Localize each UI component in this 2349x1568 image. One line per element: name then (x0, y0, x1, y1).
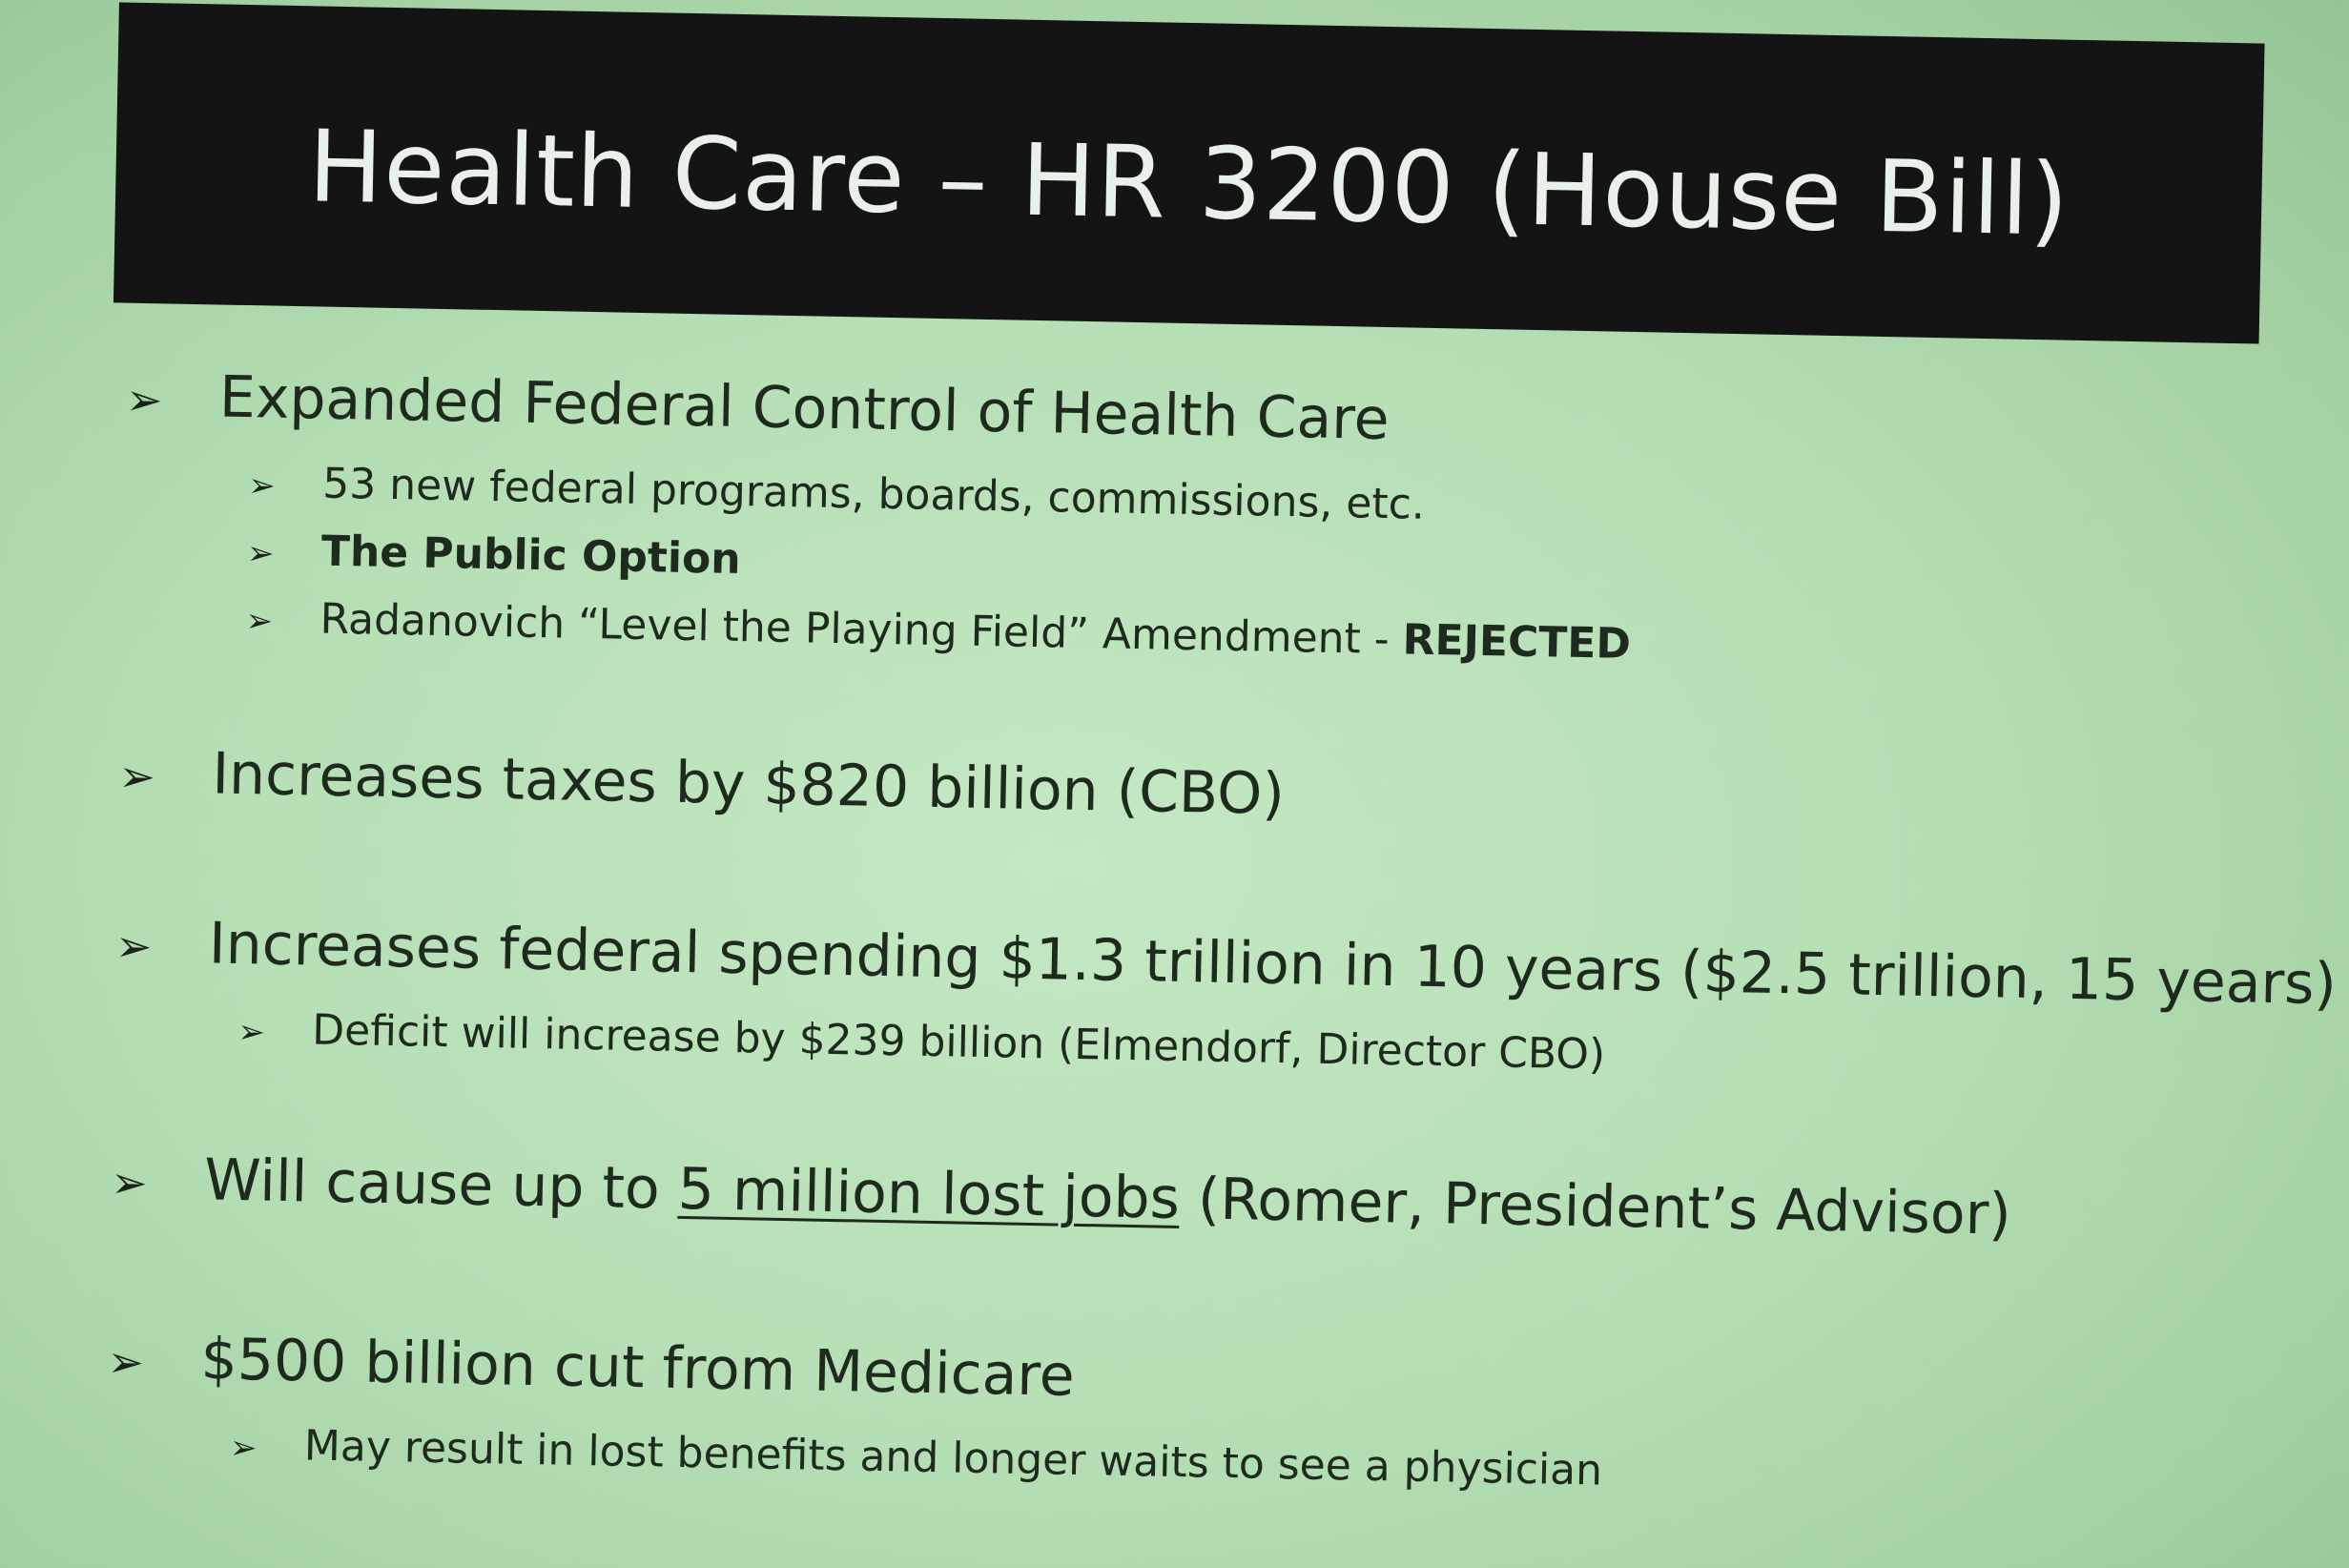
arrow-bullet-icon: ➢ (110, 1156, 149, 1209)
sub-bullet-text: May result in lost benefits and longer waits to see a physician (303, 1421, 1603, 1496)
bullet-text: Increases taxes by $820 billion (CBO) (211, 740, 1286, 829)
sub-bullet-text: The Public Option (320, 526, 742, 585)
sub-bullet-text: Deficit will increase by $239 billion (Elmendorf, Director CBO) (311, 1005, 1606, 1080)
bullet-taxes (118, 737, 2170, 851)
bullet-text-before: Will cause up to (203, 1146, 679, 1223)
bullet-text: Expanded Federal Control of Health Care (218, 363, 1391, 454)
bullet-lost-jobs (111, 1143, 2162, 1256)
arrow-bullet-icon: ➢ (246, 534, 275, 573)
title-bar (113, 2, 2265, 343)
arrow-bullet-icon: ➢ (117, 750, 156, 803)
bullet-list (105, 361, 2338, 1517)
arrow-bullet-icon: ➢ (237, 1012, 266, 1052)
bullet-text: $500 billion cut from Medicare (200, 1326, 1076, 1410)
bullet-text-after: (Romer, President’s Advisor) (1179, 1165, 2012, 1248)
sub-bullet-text: 53 new federal programs, boards, commissions, etc. (321, 459, 1426, 529)
arrow-bullet-icon: ➢ (247, 466, 277, 505)
bullet-text: Increases federal spending $1.3 trillion in 10 years ($2.5 trillion, 15 years) (208, 910, 2338, 1019)
arrow-bullet-icon: ➢ (114, 919, 154, 973)
rejected-label: REJECTED (1402, 615, 1632, 669)
slide-title: Health Care – HR 3200 (House Bill) (307, 107, 2071, 258)
arrow-bullet-icon: ➢ (245, 602, 274, 641)
arrow-bullet-icon: ➢ (107, 1335, 145, 1389)
arrow-bullet-icon: ➢ (125, 373, 164, 426)
sub-bullet-text: Radanovich “Level the Playing Field” Amendment - (319, 594, 1404, 665)
underlined-text: 5 million lost jobs (677, 1155, 1181, 1232)
bullet-text (204, 1145, 2012, 1249)
arrow-bullet-icon: ➢ (229, 1428, 258, 1468)
